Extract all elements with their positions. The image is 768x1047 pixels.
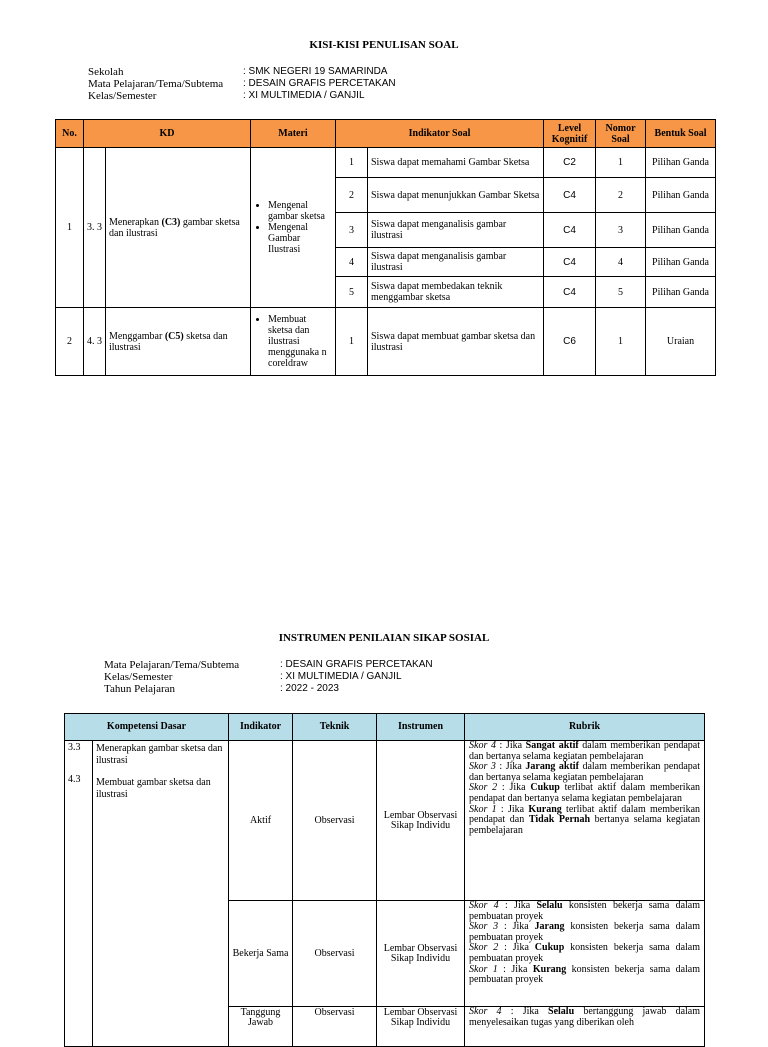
row-number: 2: [56, 308, 84, 376]
rubrik-item: Skor 2 : Jika Cukup terlibat aktif dalam memberikan pendapat dan bertanya selama kegiatan pembelajaran: [469, 782, 701, 804]
doc2-meta: [104, 659, 433, 695]
kd-number-cell: [65, 741, 93, 1047]
doc1-title: KISI-KISI PENULISAN SOAL: [309, 39, 459, 51]
level-kognitif: C4: [544, 213, 596, 248]
bentuk-soal: Pilihan Ganda: [646, 248, 716, 277]
kd-description-cell: [93, 741, 229, 1047]
meta-row-mapel: Mata Pelajaran/Tema/Subtema : DESAIN GRAFIS PERCETAKAN: [88, 78, 396, 90]
instrumen: Lembar Observasi Sikap Individu: [377, 1007, 465, 1047]
bentuk-soal: Pilihan Ganda: [646, 277, 716, 308]
rubrik-item: Skor 4 : Jika Selalu konsisten bekerja sama dalam pembuatan proyek: [469, 900, 701, 922]
bentuk-soal: Pilihan Ganda: [646, 213, 716, 248]
kd-description: Membuat gambar sketsa dan ilustrasi: [96, 777, 211, 800]
teknik: Observasi: [293, 901, 377, 1007]
doc1-meta: [88, 66, 396, 102]
indikator-number: 1: [336, 308, 368, 376]
rubrik-item: Skor 3 : Jika Jarang aktif dalam memberikan pendapat dan bertanya selama kegiatan pembelajaran: [469, 761, 701, 783]
indikator-number: 1: [336, 148, 368, 178]
nomor-soal: 2: [596, 178, 646, 213]
teknik: Observasi: [293, 741, 377, 901]
rubrik-cell: [465, 901, 705, 1007]
meta-row-sekolah: Sekolah : SMK NEGERI 19 SAMARINDA: [88, 66, 388, 78]
teknik: Observasi: [293, 1007, 377, 1047]
sikap-sosial-table: [64, 713, 705, 1047]
col-header-level: Level Kognitif: [544, 120, 596, 148]
indikator-text: Siswa dapat menganalisis gambar ilustrasi: [368, 248, 544, 277]
kd-number: 3.3: [68, 742, 81, 753]
level-kognitif: C4: [544, 248, 596, 277]
row-number: 1: [56, 148, 84, 308]
nomor-soal: 3: [596, 213, 646, 248]
indikator-aktif: Aktif: [229, 741, 293, 901]
rubrik-item: Skor 1 : Jika Kurang terlibat aktif dalam memberikan pendapat dan Tidak Pernah bertanya selama kegiatan pembelajaran: [469, 803, 701, 836]
nomor-soal: 1: [596, 308, 646, 376]
nomor-soal: 1: [596, 148, 646, 178]
kd-description: Menggambar (C5) sketsa dan ilustrasi: [106, 308, 251, 376]
materi-item: • Membuat sketsa dan ilustrasi menggunaka n coreldraw: [268, 314, 332, 369]
indikator-number: 5: [336, 277, 368, 308]
indikator-tanggung-jawab: Tanggung Jawab: [229, 1007, 293, 1047]
col-header-teknik: Teknik: [293, 714, 377, 741]
indikator-bekerja-sama: Bekerja Sama: [229, 901, 293, 1007]
bentuk-soal: Pilihan Ganda: [646, 148, 716, 178]
indikator-number: 4: [336, 248, 368, 277]
materi-item: • Mengenal gambar sketsa: [268, 200, 332, 222]
indikator-number: 3: [336, 213, 368, 248]
indikator-number: 2: [336, 178, 368, 213]
rubrik-item: Skor 3 : Jika Jarang konsisten bekerja sama dalam pembuatan proyek: [469, 921, 701, 943]
meta-row-kelas: Kelas/Semester : XI MULTIMEDIA / GANJIL: [88, 90, 365, 102]
sikap-header-row: [65, 714, 705, 741]
level-kognitif: C6: [544, 308, 596, 376]
doc2-title: INSTRUMEN PENILAIAN SIKAP SOSIAL: [278, 632, 490, 644]
col-header-indikator: Indikator Soal: [336, 120, 544, 148]
rubrik-item: Skor 2 : Jika Cukup konsisten bekerja sama dalam pembuatan proyek: [469, 942, 701, 964]
col-header-kompetensi: Kompetensi Dasar: [65, 714, 229, 741]
materi-item: • Mengenal Gambar Ilustrasi: [268, 222, 332, 255]
table-row: [56, 148, 716, 178]
nomor-soal: 4: [596, 248, 646, 277]
level-kognitif: C4: [544, 178, 596, 213]
rubrik-item: Skor 4 : Jika Sangat aktif dalam memberikan pendapat dan bertanya selama kegiatan pembelajaran: [469, 740, 701, 762]
bentuk-soal: Uraian: [646, 308, 716, 376]
col-header-no: No.: [56, 120, 84, 148]
col-header-indikator: Indikator: [229, 714, 293, 741]
instrumen: Lembar Observasi Sikap Individu: [377, 901, 465, 1007]
kd-number: 4. 3: [84, 308, 106, 376]
instrumen: Lembar Observasi Sikap Individu: [377, 741, 465, 901]
table-row: [65, 741, 705, 901]
rubrik-item: Skor 1 : Jika Kurang konsisten bekerja sama dalam pembuatan proyek: [469, 963, 701, 986]
materi-cell: [251, 308, 336, 376]
table-row: [56, 308, 716, 376]
indikator-text: Siswa dapat membuat gambar sketsa dan ilustrasi: [368, 308, 544, 376]
bentuk-soal: Pilihan Ganda: [646, 178, 716, 213]
indikator-text: Siswa dapat memahami Gambar Sketsa: [368, 148, 544, 178]
meta-row-mapel: Mata Pelajaran/Tema/Subtema : DESAIN GRAFIS PERCETAKAN: [104, 659, 433, 671]
indikator-text: Siswa dapat menunjukkan Gambar Sketsa: [368, 178, 544, 213]
nomor-soal: 5: [596, 277, 646, 308]
kd-description: Menerapkan (C3) gambar sketsa dan ilustrasi: [106, 148, 251, 308]
col-header-nomor: Nomor Soal: [596, 120, 646, 148]
kd-number: 3. 3: [84, 148, 106, 308]
col-header-kd: KD: [84, 120, 251, 148]
rubrik-cell: [465, 1007, 705, 1047]
col-header-materi: Materi: [251, 120, 336, 148]
rubrik-item: Skor 4 : Jika Selalu bertanggung jawab dalam menyelesaikan tugas yang diberikan oleh: [469, 1006, 701, 1028]
col-header-bentuk: Bentuk Soal: [646, 120, 716, 148]
materi-cell: [251, 148, 336, 308]
level-kognitif: C4: [544, 277, 596, 308]
kisi-kisi-table: [55, 119, 716, 376]
kd-number: 4.3: [68, 774, 81, 785]
indikator-text: Siswa dapat menganalisis gambar ilustrasi: [368, 213, 544, 248]
indikator-text: Siswa dapat membedakan teknik menggambar sketsa: [368, 277, 544, 308]
kisi-header-row: [56, 120, 716, 148]
meta-row-kelas: Kelas/Semester : XI MULTIMEDIA / GANJIL: [104, 671, 402, 683]
rubrik-cell: [465, 741, 705, 901]
kd-description: Menerapkan gambar sketsa dan ilustrasi: [96, 743, 223, 766]
meta-row-tahun: Tahun Pelajaran : 2022 - 2023: [104, 683, 339, 695]
col-header-instrumen: Instrumen: [377, 714, 465, 741]
level-kognitif: C2: [544, 148, 596, 178]
col-header-rubrik: Rubrik: [465, 714, 705, 741]
